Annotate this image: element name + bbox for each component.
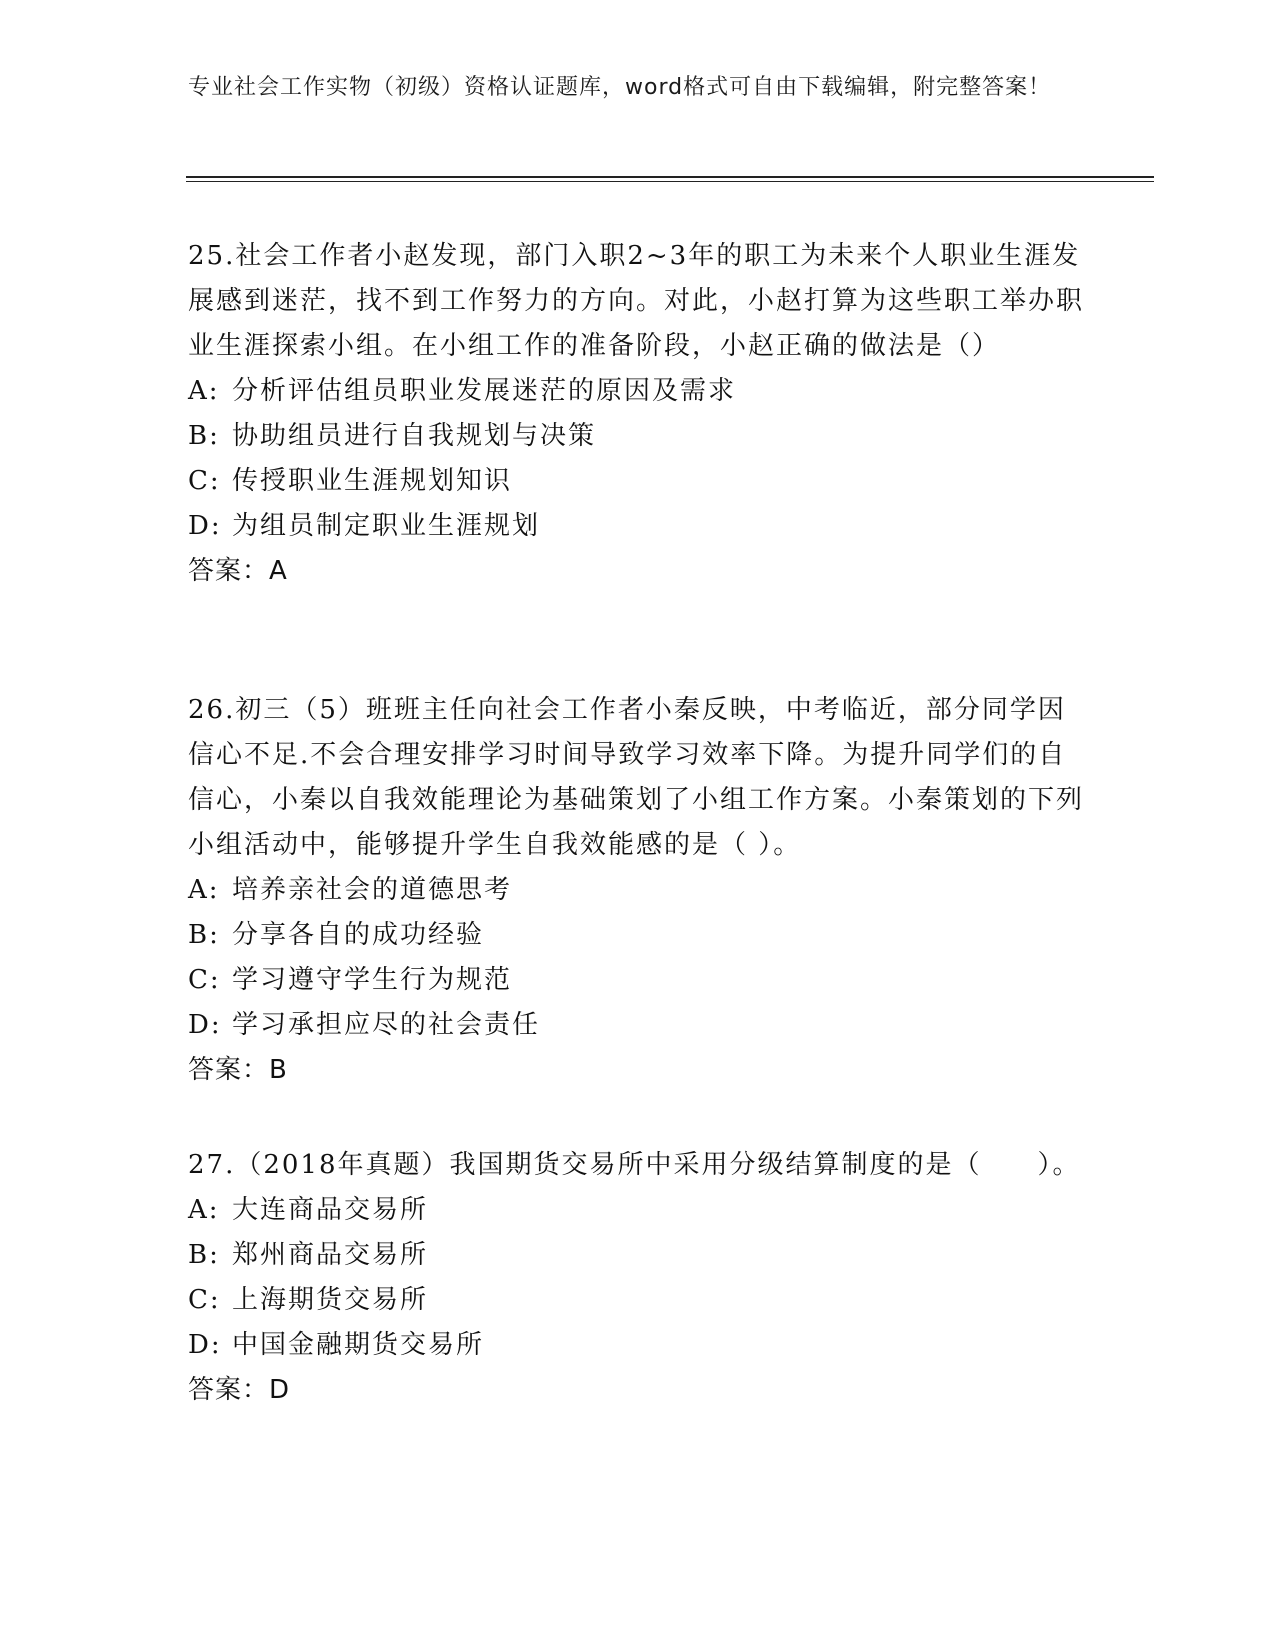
option-d xyxy=(188,504,1088,549)
option-text: 协助组员进行自我规划与决策 xyxy=(232,421,597,451)
option-text: 大连商品交易所 xyxy=(232,1195,429,1225)
option-c xyxy=(188,459,1088,504)
question-stem: 26.初三（5）班班主任向社会工作者小秦反映，中考临近，部分同学因信心不足.不会合理安排学习时间导致学习效率下降。为提升同学们的自信心，小秦以自我效能理论为基础策划了小组工作方案。小秦策划的下列小组活动中，能够提升学生自我效能感的是（ ）。 xyxy=(188,695,1085,860)
option-text: 培养亲社会的道德思考 xyxy=(232,875,513,905)
question-stem: 27.（2018年真题）我国期货交易所中采用分级结算制度的是（ ）。 xyxy=(188,1150,1081,1180)
option-letter: B: xyxy=(188,421,220,451)
option-text: 学习承担应尽的社会责任 xyxy=(232,1010,541,1040)
question-25 xyxy=(188,234,1088,594)
option-text: 传授职业生涯规划知识 xyxy=(232,466,513,496)
option-letter: C: xyxy=(188,965,221,995)
option-letter: D: xyxy=(188,511,222,541)
option-letter: B: xyxy=(188,1240,220,1270)
option-text: 学习遵守学生行为规范 xyxy=(232,965,513,995)
option-text: 中国金融期货交易所 xyxy=(232,1330,485,1360)
option-b xyxy=(188,913,1088,958)
question-27 xyxy=(188,1143,1088,1413)
option-d xyxy=(188,1323,1088,1368)
option-text: 分享各自的成功经验 xyxy=(232,920,485,950)
question-stem: 25.社会工作者小赵发现，部门入职2~3年的职工为未来个人职业生涯发展感到迷茫，找不到工作努力的方向。对此，小赵打算为这些职工举办职业生涯探索小组。在小组工作的准备阶段，小赵正确的做法是（） xyxy=(188,241,1085,361)
option-letter: A: xyxy=(188,1195,220,1225)
option-c xyxy=(188,1278,1088,1323)
answer: 答案：D xyxy=(188,1375,291,1405)
option-letter: B: xyxy=(188,920,220,950)
option-letter: A: xyxy=(188,875,220,905)
option-b xyxy=(188,414,1088,459)
header-divider-thick xyxy=(186,176,1154,178)
option-text: 为组员制定职业生涯规划 xyxy=(232,511,541,541)
option-letter: C: xyxy=(188,1285,221,1315)
option-a xyxy=(188,369,1088,414)
option-a xyxy=(188,868,1088,913)
option-d xyxy=(188,1003,1088,1048)
header-divider-thin xyxy=(186,181,1154,182)
option-text: 郑州商品交易所 xyxy=(232,1240,429,1270)
option-b xyxy=(188,1233,1088,1278)
option-letter: D: xyxy=(188,1330,222,1360)
document-header: 专业社会工作实物（初级）资格认证题库，word格式可自由下载编辑，附完整答案！ xyxy=(188,75,1052,100)
option-text: 上海期货交易所 xyxy=(232,1285,429,1315)
option-letter: A: xyxy=(188,376,220,406)
question-26 xyxy=(188,688,1088,1093)
option-letter: D: xyxy=(188,1010,222,1040)
option-c xyxy=(188,958,1088,1003)
answer: 答案：A xyxy=(188,556,288,586)
answer: 答案：B xyxy=(188,1055,288,1085)
option-text: 分析评估组员职业发展迷茫的原因及需求 xyxy=(232,376,737,406)
option-letter: C: xyxy=(188,466,221,496)
option-a xyxy=(188,1188,1088,1233)
